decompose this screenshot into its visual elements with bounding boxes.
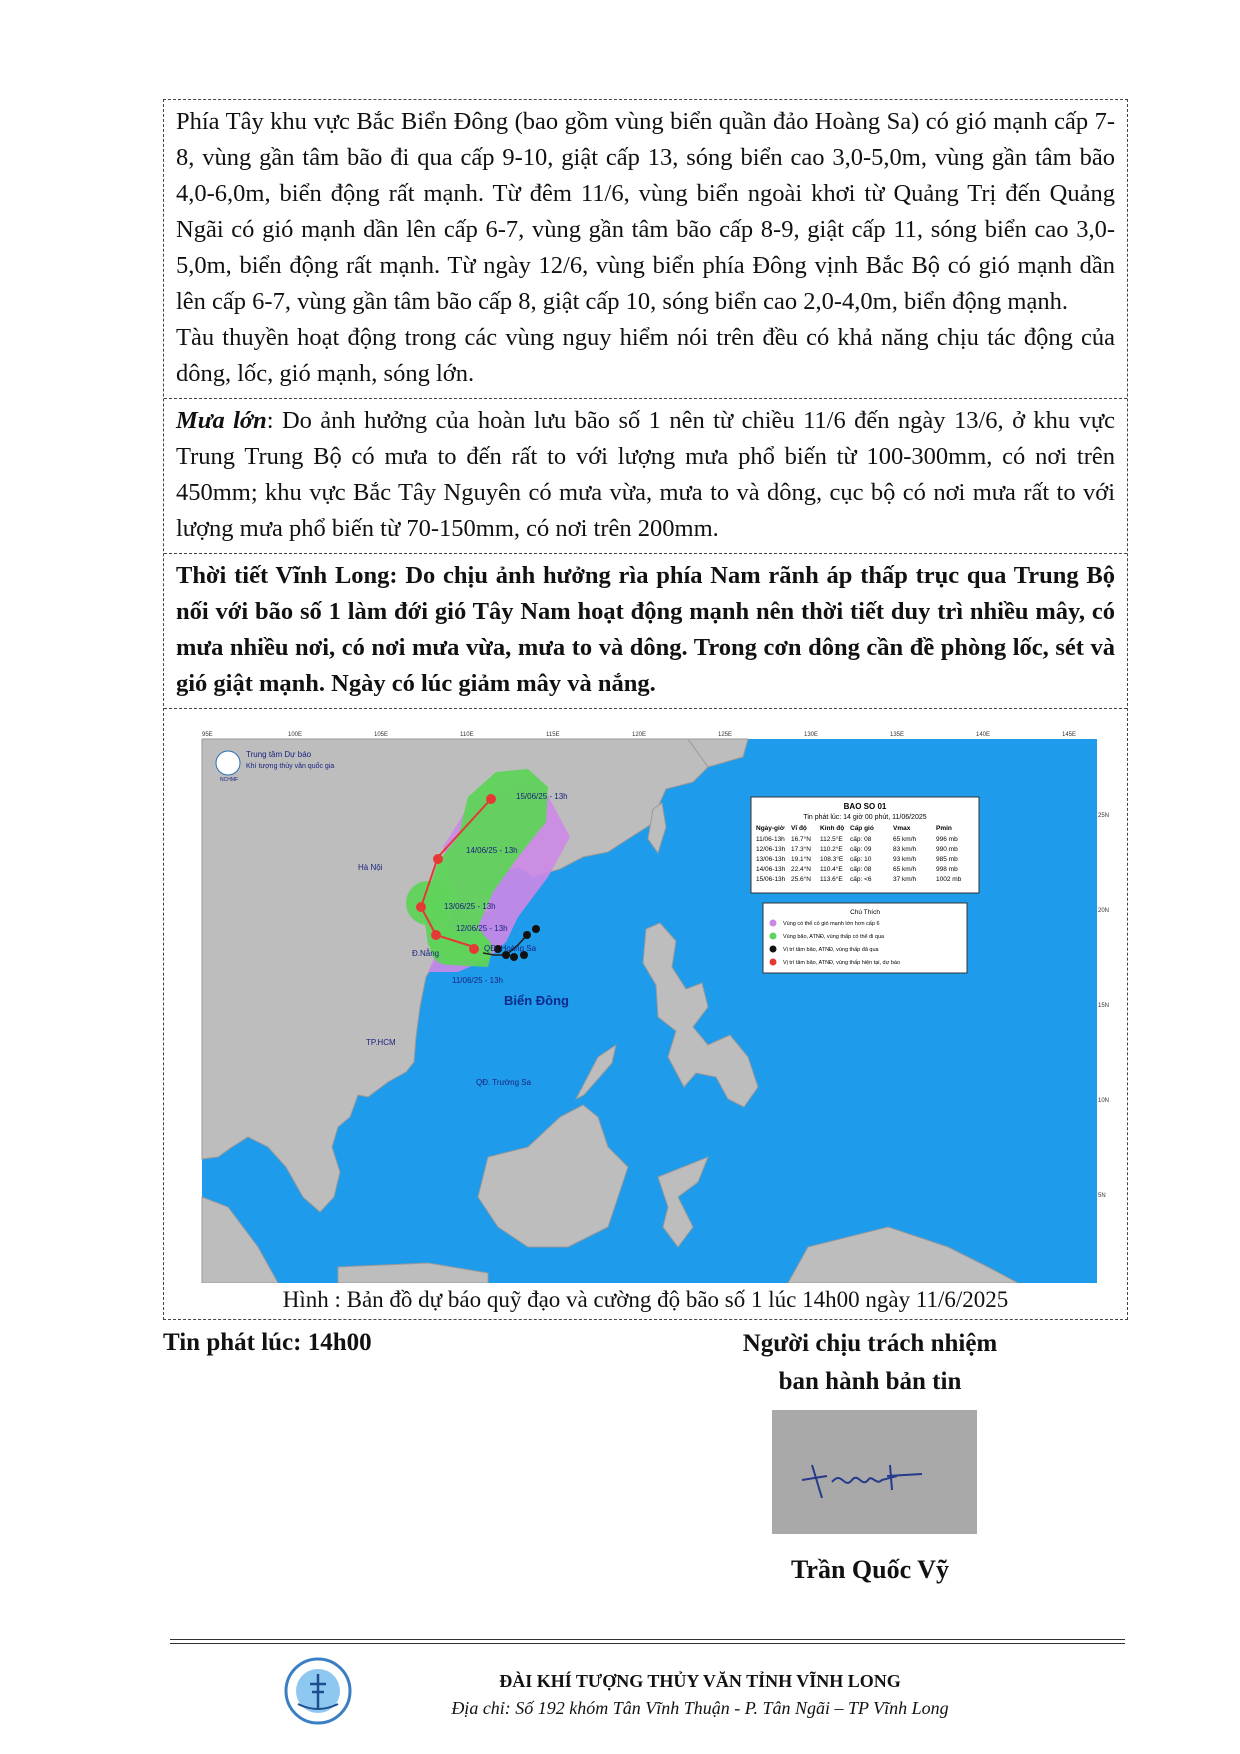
place-danang: Đ.Nẵng — [412, 949, 440, 958]
longitude-label: 135E — [890, 732, 905, 738]
longitude-label: 145E — [1062, 732, 1077, 738]
info-row-cell: 985 mb — [936, 856, 958, 863]
place-hanoi: Hà Nội — [358, 863, 383, 872]
info-row-cell: 12/06-13h — [756, 846, 786, 853]
track-label-2: 12/06/25 - 13h — [456, 924, 508, 933]
heavy-rain-label: Mưa lớn — [176, 407, 267, 434]
info-row-cell: 22.4°N — [791, 866, 811, 873]
svg-text:Cấp gió: Cấp gió — [850, 825, 874, 832]
info-row-cell: 998 mb — [936, 866, 958, 873]
svg-text:Vmax: Vmax — [893, 825, 911, 832]
svg-text:Vùng bão, ATNĐ, vùng thấp có t: Vùng bão, ATNĐ, vùng thấp có thể đi qua — [783, 934, 885, 940]
longitude-label: 130E — [804, 732, 819, 738]
info-row-cell: 113.6°E — [820, 876, 843, 883]
sea-wind-paragraph: Phía Tây khu vực Bắc Biển Đông (bao gồm vùng biển quần đảo Hoàng Sa) có gió mạnh cấp 7-8, vùng gần tâm bão đi qua cấp 9-10, giật cấp 13, sóng biển cao 3,0-5,0m, vùng gần tâm bão 4,0-6,0m, biển động rất mạnh. Từ đêm 11/6, vùng biển ngoài khơi từ Quảng Trị đến Quảng Ngãi có gió mạnh dần lên cấp 6-7, vùng gần tâm bão cấp 8-9, giật cấp 11, sóng biển cao 3,0-5,0m, biển động rất mạnh. Từ ngày 12/6, vùng biển phía Đông vịnh Bắc Bộ có gió mạnh dần lên cấp 6-7, vùng gần tâm bão cấp 8, giật cấp 10, sóng biển cao 2,0-4,0m, biển động mạnh. — [176, 108, 1115, 315]
info-row-cell: 108.3°E — [820, 856, 844, 863]
signer-name: Trần Quốc Vỹ — [791, 1555, 949, 1584]
organization-name: ĐÀI KHÍ TƯỢNG THỦY VĂN TỈNH VĨNH LONG — [499, 1671, 901, 1691]
logo-small-text: NCHMF — [220, 777, 239, 783]
svg-text:Ngày-giờ: Ngày-giờ — [756, 825, 785, 832]
track-label-5: 15/06/25 - 13h — [516, 792, 568, 801]
sea-wind-section — [164, 100, 1127, 399]
longitude-label: 105E — [374, 732, 389, 738]
signature-image — [772, 1410, 977, 1534]
info-row-cell: 83 km/h — [893, 846, 917, 853]
info-row-cell: 13/06-13h — [756, 856, 786, 863]
place-hcm: TP.HCM — [366, 1038, 396, 1047]
latitude-label: 10N — [1098, 1098, 1110, 1104]
vinh-long-weather-text: Thời tiết Vĩnh Long: Do chịu ảnh hưởng rìa phía Nam rãnh áp thấp trục qua Trung Bộ nối với bão số 1 làm đới gió Tây Nam hoạt động mạnh nên thời tiết duy trì nhiều mây, có mưa nhiều nơi, có nơi mưa vừa, mưa to và dông. Trong cơn dông cần đề phòng lốc, sét và gió giật mạnh. Ngày có lúc giảm mây và nắng. — [176, 562, 1115, 697]
svg-text:Kinh độ: Kinh độ — [820, 825, 845, 832]
map-legend — [763, 903, 967, 973]
info-row-cell: 93 km/h — [893, 856, 917, 863]
track-label-3: 13/06/25 - 13h — [444, 902, 496, 911]
info-row-cell: 996 mb — [936, 836, 958, 843]
info-row-cell: cấp: 08 — [850, 836, 872, 843]
info-box-issued: Tin phát lúc: 14 giờ 00 phút, 11/06/2025 — [803, 814, 927, 821]
info-row-cell: 19.1°N — [791, 856, 811, 863]
longitude-label: 140E — [976, 732, 991, 738]
storm-info-box — [751, 797, 979, 893]
info-row-cell: 15/06-13h — [756, 876, 786, 883]
info-row-cell: cấp: 09 — [850, 846, 872, 853]
place-biendong: Biển Đông — [504, 993, 569, 1008]
info-row-cell: 11/06-13h — [756, 836, 785, 843]
info-row-cell: cấp: 08 — [850, 866, 872, 873]
latitude-label: 5N — [1098, 1193, 1106, 1199]
latitude-label: 15N — [1098, 1003, 1110, 1009]
place-truongsa: QĐ. Trường Sa — [476, 1078, 532, 1087]
ship-warning-paragraph: Tàu thuyền hoạt động trong các vùng nguy hiểm nói trên đều có khả năng chịu tác động của dông, lốc, gió mạnh, sóng lớn. — [176, 324, 1115, 387]
track-label-1: 11/06/25 - 13h — [452, 976, 504, 985]
info-row-cell: 112.5°E — [820, 836, 843, 843]
track-label-4: 14/06/25 - 13h — [466, 846, 518, 855]
latitude-label: 20N — [1098, 908, 1110, 914]
station-logo-icon — [283, 1656, 353, 1726]
info-row-cell: 65 km/h — [893, 836, 917, 843]
svg-text:Vùng có thể có gió mạnh lớn hơ: Vùng có thể có gió mạnh lớn hơn cấp 6 — [783, 921, 880, 927]
organization-address: Địa chỉ: Số 192 khóm Tân Vĩnh Thuận - P. Tân Ngãi – TP Vĩnh Long — [451, 1698, 949, 1718]
nchmf-logo-icon — [216, 751, 240, 775]
svg-text:Pmin: Pmin — [936, 825, 952, 832]
svg-text:Vĩ độ: Vĩ độ — [791, 825, 807, 832]
issued-time: Tin phát lúc: 14h00 — [163, 1329, 372, 1356]
footer-divider — [170, 1639, 1125, 1640]
info-row-cell: 14/06-13h — [756, 866, 786, 873]
info-row-cell: 16.7°N — [791, 836, 811, 843]
info-row-cell: 110.2°E — [820, 846, 843, 853]
map-caption: Hình : Bản đồ dự báo quỹ đạo và cường độ bão số 1 lúc 14h00 ngày 11/6/2025 — [282, 1287, 1009, 1312]
logo-line-1: Trung tâm Dự báo — [246, 750, 312, 759]
longitude-label: 110E — [460, 732, 474, 738]
info-row-cell: 17.3°N — [791, 846, 811, 853]
info-row-cell: 990 mb — [936, 846, 958, 853]
info-row-cell: 1002 mb — [936, 876, 962, 883]
longitude-label: 125E — [718, 732, 733, 738]
longitude-label: 95E — [202, 732, 213, 738]
info-row-cell: 37 km/h — [893, 876, 917, 883]
vinh-long-weather-section — [164, 554, 1127, 709]
logo-line-2: Khí tượng thủy văn quốc gia — [246, 763, 335, 770]
longitude-label: 100E — [288, 732, 303, 738]
legend-title: Chú Thích — [850, 909, 880, 916]
longitude-label: 120E — [632, 732, 647, 738]
longitude-label: 115E — [546, 732, 560, 738]
svg-text:Vị trí tâm bão, ATNĐ, vùng thấ: Vị trí tâm bão, ATNĐ, vùng thấp hiện tại, dự báo — [783, 960, 901, 966]
info-row-cell: 65 km/h — [893, 866, 917, 873]
bulletin-frame — [163, 99, 1128, 1320]
info-row-cell: cấp: <6 — [850, 876, 872, 883]
map-section — [164, 709, 1127, 1319]
heavy-rain-section — [164, 399, 1127, 554]
info-row-cell: cấp: 10 — [850, 856, 872, 863]
latitude-label: 25N — [1098, 813, 1110, 819]
responsible-person-title: Người chịu trách nhiệm ban hành bản tin — [742, 1330, 998, 1395]
info-row-cell: 110.4°E — [820, 866, 843, 873]
place-hoangsa: QĐ. Hoàng Sa — [484, 944, 537, 953]
storm-track-map — [188, 727, 1111, 1283]
svg-text:Vị trí tâm bão, ATNĐ, vùng thấ: Vị trí tâm bão, ATNĐ, vùng thấp đã qua — [783, 947, 879, 953]
info-box-title: BAO SO 01 — [843, 802, 887, 811]
info-row-cell: 25.6°N — [791, 876, 811, 883]
heavy-rain-text: : Do ảnh hưởng của hoàn lưu bão số 1 nên từ chiều 11/6 đến ngày 13/6, ở khu vực Trung Trung Bộ có mưa to đến rất to với lượng mưa phổ biến từ 100-300mm, có nơi trên 450mm; khu vực Bắc Tây Nguyên có mưa vừa, mưa to và dông, cục bộ có nơi mưa rất to với lượng mưa phổ biến từ 70-150mm, có nơi trên 200mm. — [176, 407, 1115, 542]
